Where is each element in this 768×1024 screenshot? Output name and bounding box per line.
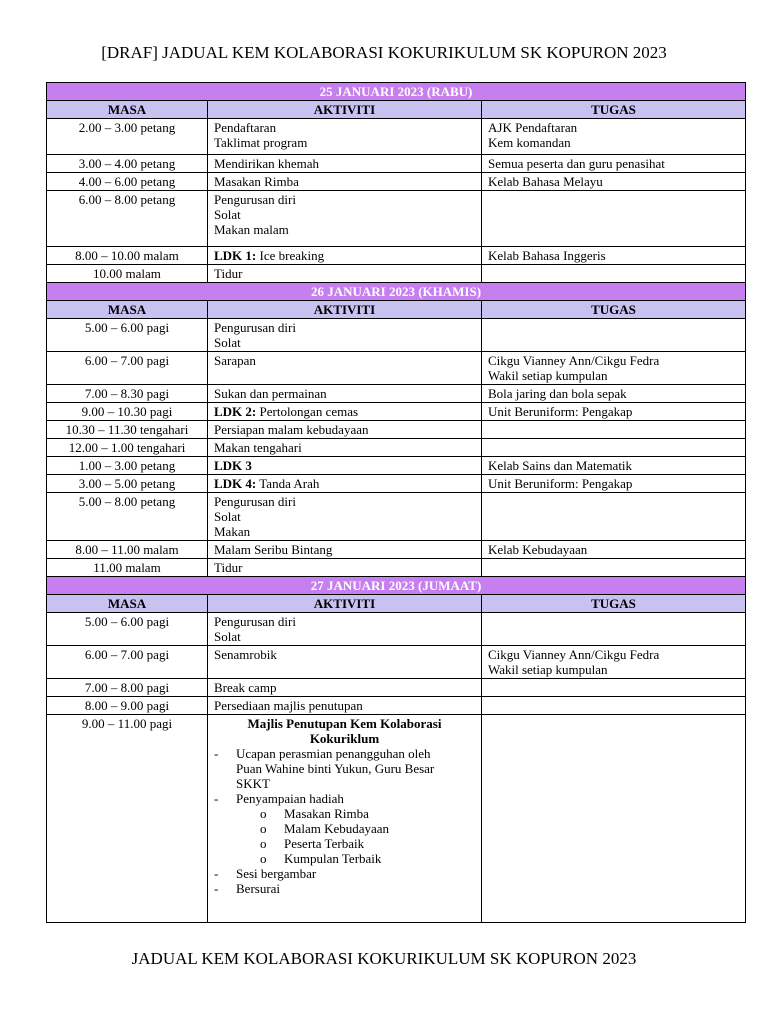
activity-cell xyxy=(208,421,482,439)
activity-cell xyxy=(208,247,482,265)
task-cell xyxy=(482,119,746,155)
time-cell xyxy=(47,679,208,697)
activity-text: Taklimat program xyxy=(214,135,308,150)
closing-item-text: Ucapan perasmian penangguhan oleh xyxy=(236,746,431,761)
activity-line xyxy=(214,422,475,437)
closing-title-line: Kokuriklum xyxy=(309,731,380,746)
task-cell xyxy=(482,319,746,352)
time-cell xyxy=(47,403,208,421)
task-line: Unit Beruniform: Pengakap xyxy=(488,476,633,491)
task-cell xyxy=(482,352,746,385)
activity-cell xyxy=(208,457,482,475)
time-text: 1.00 – 3.00 petang xyxy=(78,458,176,473)
activity-text: Makan xyxy=(214,524,251,539)
activity-cell xyxy=(208,493,482,541)
activity-text: Pengurusan diri xyxy=(214,320,296,335)
time-cell xyxy=(47,613,208,646)
bullet-spacer xyxy=(214,761,236,776)
task-line: Kelab Kebudayaan xyxy=(488,542,588,557)
activity-text: Tanda Arah xyxy=(256,476,320,491)
activity-cell xyxy=(208,119,482,155)
time-text: 6.00 – 8.00 petang xyxy=(78,192,176,207)
activity-line xyxy=(214,353,475,368)
schedule-row xyxy=(47,541,746,559)
task-cell xyxy=(482,385,746,403)
schedule-row xyxy=(47,403,746,421)
activity-cell xyxy=(208,613,482,646)
time-cell xyxy=(47,493,208,541)
closing-item-text: Puan Wahine binti Yukun, Guru Besar xyxy=(236,761,435,776)
time-text: 7.00 – 8.00 pagi xyxy=(84,680,170,695)
activity-code: LDK 3 xyxy=(214,458,252,473)
activity-text: Senamrobik xyxy=(214,647,277,662)
time-cell xyxy=(47,646,208,679)
closing-subitem xyxy=(214,806,475,821)
activity-cell xyxy=(208,191,482,247)
schedule-table xyxy=(46,82,746,923)
time-cell xyxy=(47,319,208,352)
activity-cell xyxy=(208,439,482,457)
time-text: 12.00 – 1.00 tengahari xyxy=(68,440,186,455)
time-cell xyxy=(47,457,208,475)
dash-bullet: - xyxy=(214,881,219,896)
activity-line xyxy=(214,156,475,171)
activity-line xyxy=(214,614,475,629)
circle-bullet: o xyxy=(260,806,267,821)
task-cell xyxy=(482,265,746,283)
time-text: 8.00 – 11.00 malam xyxy=(75,542,179,557)
circle-bullet: o xyxy=(260,851,267,866)
activity-text: Solat xyxy=(214,629,241,644)
activity-line xyxy=(214,629,475,644)
activity-text: Persiapan malam kebudayaan xyxy=(214,422,369,437)
activity-cell xyxy=(208,697,482,715)
time-cell xyxy=(47,421,208,439)
column-header-row xyxy=(47,301,746,319)
activity-cell xyxy=(208,319,482,352)
activity-text: Pengurusan diri xyxy=(214,192,296,207)
column-header-aktiviti: AKTIVITI xyxy=(208,101,482,119)
task-cell xyxy=(482,247,746,265)
task-cell xyxy=(482,715,746,923)
task-cell xyxy=(482,475,746,493)
activity-cell xyxy=(208,403,482,421)
activity-text: Tidur xyxy=(214,560,243,575)
activity-text: Tidur xyxy=(214,266,243,281)
schedule-row xyxy=(47,697,746,715)
activity-text: Pengurusan diri xyxy=(214,494,296,509)
task-line: Kem komandan xyxy=(488,135,571,150)
activity-cell xyxy=(208,559,482,577)
activity-cell xyxy=(208,352,482,385)
closing-item-text: Penyampaian hadiah xyxy=(236,791,344,806)
schedule-row xyxy=(47,646,746,679)
closing-title-line: Majlis Penutupan Kem Kolaborasi xyxy=(247,716,442,731)
time-cell xyxy=(47,715,208,923)
task-cell xyxy=(482,457,746,475)
activity-text: Mendirikan khemah xyxy=(214,156,320,171)
closing-subitem xyxy=(214,836,475,851)
time-cell xyxy=(47,191,208,247)
activity-text: Sukan dan permainan xyxy=(214,386,327,401)
task-line: Wakil setiap kumpulan xyxy=(488,368,608,383)
task-line: Semua peserta dan guru penasihat xyxy=(488,156,665,171)
task-cell xyxy=(482,403,746,421)
closing-item-line xyxy=(214,761,475,776)
schedule-row xyxy=(47,421,746,439)
task-line: Cikgu Vianney Ann/Cikgu Fedra xyxy=(488,353,660,368)
day-header-row xyxy=(47,577,746,595)
closing-subitem xyxy=(214,851,475,866)
dash-bullet: - xyxy=(214,791,219,806)
task-line: AJK Pendaftaran xyxy=(488,120,578,135)
task-cell xyxy=(482,679,746,697)
activity-line xyxy=(214,248,475,263)
activity-line xyxy=(214,680,475,695)
activity-cell xyxy=(208,475,482,493)
activity-line xyxy=(214,524,475,539)
activity-line xyxy=(214,404,475,419)
activity-text: Persediaan majlis penutupan xyxy=(214,698,363,713)
task-cell xyxy=(482,697,746,715)
dash-bullet: - xyxy=(214,866,219,881)
task-cell xyxy=(482,493,746,541)
activity-line xyxy=(214,698,475,713)
activity-text: Solat xyxy=(214,509,241,524)
schedule-row xyxy=(47,247,746,265)
time-text: 3.00 – 5.00 petang xyxy=(78,476,176,491)
task-cell xyxy=(482,439,746,457)
circle-bullet: o xyxy=(260,836,267,851)
task-cell xyxy=(482,173,746,191)
day-label: 25 JANUARI 2023 (RABU) xyxy=(47,83,746,101)
closing-item-line xyxy=(214,776,475,791)
activity-line xyxy=(214,207,475,222)
activity-text: Sarapan xyxy=(214,353,256,368)
time-cell xyxy=(47,155,208,173)
activity-line xyxy=(214,560,475,575)
time-text: 10.30 – 11.30 tengahari xyxy=(65,422,189,437)
bullet-spacer xyxy=(214,776,236,791)
activity-line xyxy=(214,476,475,491)
closing-subitem-text: Kumpulan Terbaik xyxy=(284,851,382,866)
schedule-row xyxy=(47,352,746,385)
time-cell xyxy=(47,697,208,715)
schedule-row xyxy=(47,385,746,403)
time-cell xyxy=(47,173,208,191)
activity-line xyxy=(214,440,475,455)
time-cell xyxy=(47,247,208,265)
closing-item-line xyxy=(214,881,475,896)
activity-code: LDK 2: xyxy=(214,404,257,419)
column-header-tugas: TUGAS xyxy=(482,301,746,319)
schedule-row xyxy=(47,439,746,457)
schedule-row xyxy=(47,475,746,493)
column-header-masa: MASA xyxy=(47,301,208,319)
circle-bullet: o xyxy=(260,821,267,836)
schedule-row xyxy=(47,155,746,173)
closing-item-text: Sesi bergambar xyxy=(236,866,317,881)
schedule-row xyxy=(47,559,746,577)
activity-line xyxy=(214,222,475,237)
schedule-row xyxy=(47,265,746,283)
activity-cell xyxy=(208,646,482,679)
time-text: 4.00 – 6.00 petang xyxy=(78,174,176,189)
schedule-row xyxy=(47,679,746,697)
time-cell xyxy=(47,385,208,403)
activity-line xyxy=(214,335,475,350)
day-header-row xyxy=(47,283,746,301)
task-line: Cikgu Vianney Ann/Cikgu Fedra xyxy=(488,647,660,662)
schedule-row xyxy=(47,173,746,191)
time-text: 5.00 – 8.00 petang xyxy=(78,494,176,509)
activity-text: Makan malam xyxy=(214,222,289,237)
task-cell xyxy=(482,541,746,559)
time-cell xyxy=(47,559,208,577)
time-cell xyxy=(47,541,208,559)
activity-line xyxy=(214,120,475,135)
column-header-aktiviti: AKTIVITI xyxy=(208,301,482,319)
time-text: 8.00 – 10.00 malam xyxy=(75,248,179,263)
time-text: 8.00 – 9.00 pagi xyxy=(84,698,170,713)
activity-cell xyxy=(208,679,482,697)
activity-line xyxy=(214,494,475,509)
column-header-aktiviti: AKTIVITI xyxy=(208,595,482,613)
day-label: 27 JANUARI 2023 (JUMAAT) xyxy=(47,577,746,595)
column-header-masa: MASA xyxy=(47,595,208,613)
time-text: 9.00 – 11.00 pagi xyxy=(81,716,173,731)
time-text: 6.00 – 7.00 pagi xyxy=(84,353,170,368)
column-header-tugas: TUGAS xyxy=(482,595,746,613)
time-text: 5.00 – 6.00 pagi xyxy=(84,614,170,629)
activity-line xyxy=(214,386,475,401)
closing-subitem-text: Masakan Rimba xyxy=(284,806,369,821)
schedule-row xyxy=(47,191,746,247)
closing-item-line xyxy=(214,866,475,881)
document-footer-title: JADUAL KEM KOLABORASI KOKURIKULUM SK KOPURON 2023 xyxy=(131,949,637,968)
closing-item-text: SKKT xyxy=(236,776,270,791)
column-header-row xyxy=(47,595,746,613)
task-line: Wakil setiap kumpulan xyxy=(488,662,608,677)
activity-code: LDK 4: xyxy=(214,476,257,491)
activity-text: Masakan Rimba xyxy=(214,174,299,189)
task-line: Kelab Sains dan Matematik xyxy=(488,458,633,473)
activity-line xyxy=(214,320,475,335)
time-text: 9.00 – 10.30 pagi xyxy=(81,404,173,419)
task-line: Bola jaring dan bola sepak xyxy=(488,386,627,401)
time-cell xyxy=(47,119,208,155)
time-text: 10.00 malam xyxy=(93,266,161,281)
task-line: Kelab Bahasa Melayu xyxy=(488,174,603,189)
activity-text: Break camp xyxy=(214,680,277,695)
task-line: Kelab Bahasa Inggeris xyxy=(488,248,606,263)
activity-line xyxy=(214,509,475,524)
time-text: 2.00 – 3.00 petang xyxy=(78,120,176,135)
time-cell xyxy=(47,475,208,493)
activity-text: Ice breaking xyxy=(256,248,325,263)
activity-text: Makan tengahari xyxy=(214,440,302,455)
activity-text: Solat xyxy=(214,207,241,222)
schedule-row xyxy=(47,119,746,155)
time-text: 7.00 – 8.30 pagi xyxy=(84,386,170,401)
activity-cell xyxy=(208,385,482,403)
activity-cell xyxy=(208,155,482,173)
task-cell xyxy=(482,646,746,679)
activity-text: Pengurusan diri xyxy=(214,614,296,629)
column-header-tugas: TUGAS xyxy=(482,101,746,119)
time-text: 6.00 – 7.00 pagi xyxy=(84,647,170,662)
closing-item-line xyxy=(214,791,475,806)
task-cell xyxy=(482,421,746,439)
activity-line xyxy=(214,647,475,662)
schedule-row xyxy=(47,319,746,352)
schedule-row xyxy=(47,613,746,646)
activity-code: LDK 1: xyxy=(214,248,257,263)
closing-ceremony-row xyxy=(47,715,746,923)
time-text: 11.00 malam xyxy=(93,560,161,575)
activity-line xyxy=(214,192,475,207)
time-cell xyxy=(47,265,208,283)
schedule-row xyxy=(47,457,746,475)
task-cell xyxy=(482,155,746,173)
time-cell xyxy=(47,439,208,457)
activity-line xyxy=(214,135,475,150)
schedule-row xyxy=(47,493,746,541)
closing-subitem-text: Peserta Terbaik xyxy=(284,836,365,851)
column-header-masa: MASA xyxy=(47,101,208,119)
task-cell xyxy=(482,559,746,577)
task-line: Unit Beruniform: Pengakap xyxy=(488,404,633,419)
closing-subitem xyxy=(214,821,475,836)
task-cell xyxy=(482,191,746,247)
activity-cell xyxy=(208,715,482,923)
closing-item-line xyxy=(214,746,475,761)
activity-text: Pendaftaran xyxy=(214,120,277,135)
activity-cell xyxy=(208,265,482,283)
activity-text: Pertolongan cemas xyxy=(256,404,359,419)
activity-cell xyxy=(208,173,482,191)
time-text: 5.00 – 6.00 pagi xyxy=(84,320,170,335)
activity-text: Solat xyxy=(214,335,241,350)
day-header-row xyxy=(47,83,746,101)
dash-bullet: - xyxy=(214,746,219,761)
time-cell xyxy=(47,352,208,385)
activity-line xyxy=(214,174,475,189)
activity-line xyxy=(214,458,475,473)
task-cell xyxy=(482,613,746,646)
closing-subitem-text: Malam Kebudayaan xyxy=(284,821,390,836)
activity-line xyxy=(214,542,475,557)
time-text: 3.00 – 4.00 petang xyxy=(78,156,176,171)
activity-text: Malam Seribu Bintang xyxy=(214,542,333,557)
activity-cell xyxy=(208,541,482,559)
document-title: [DRAF] JADUAL KEM KOLABORASI KOKURIKULUM SK KOPURON 2023 xyxy=(101,43,667,62)
activity-line xyxy=(214,266,475,281)
closing-item-text: Bersurai xyxy=(236,881,281,896)
day-label: 26 JANUARI 2023 (KHAMIS) xyxy=(47,283,746,301)
column-header-row xyxy=(47,101,746,119)
